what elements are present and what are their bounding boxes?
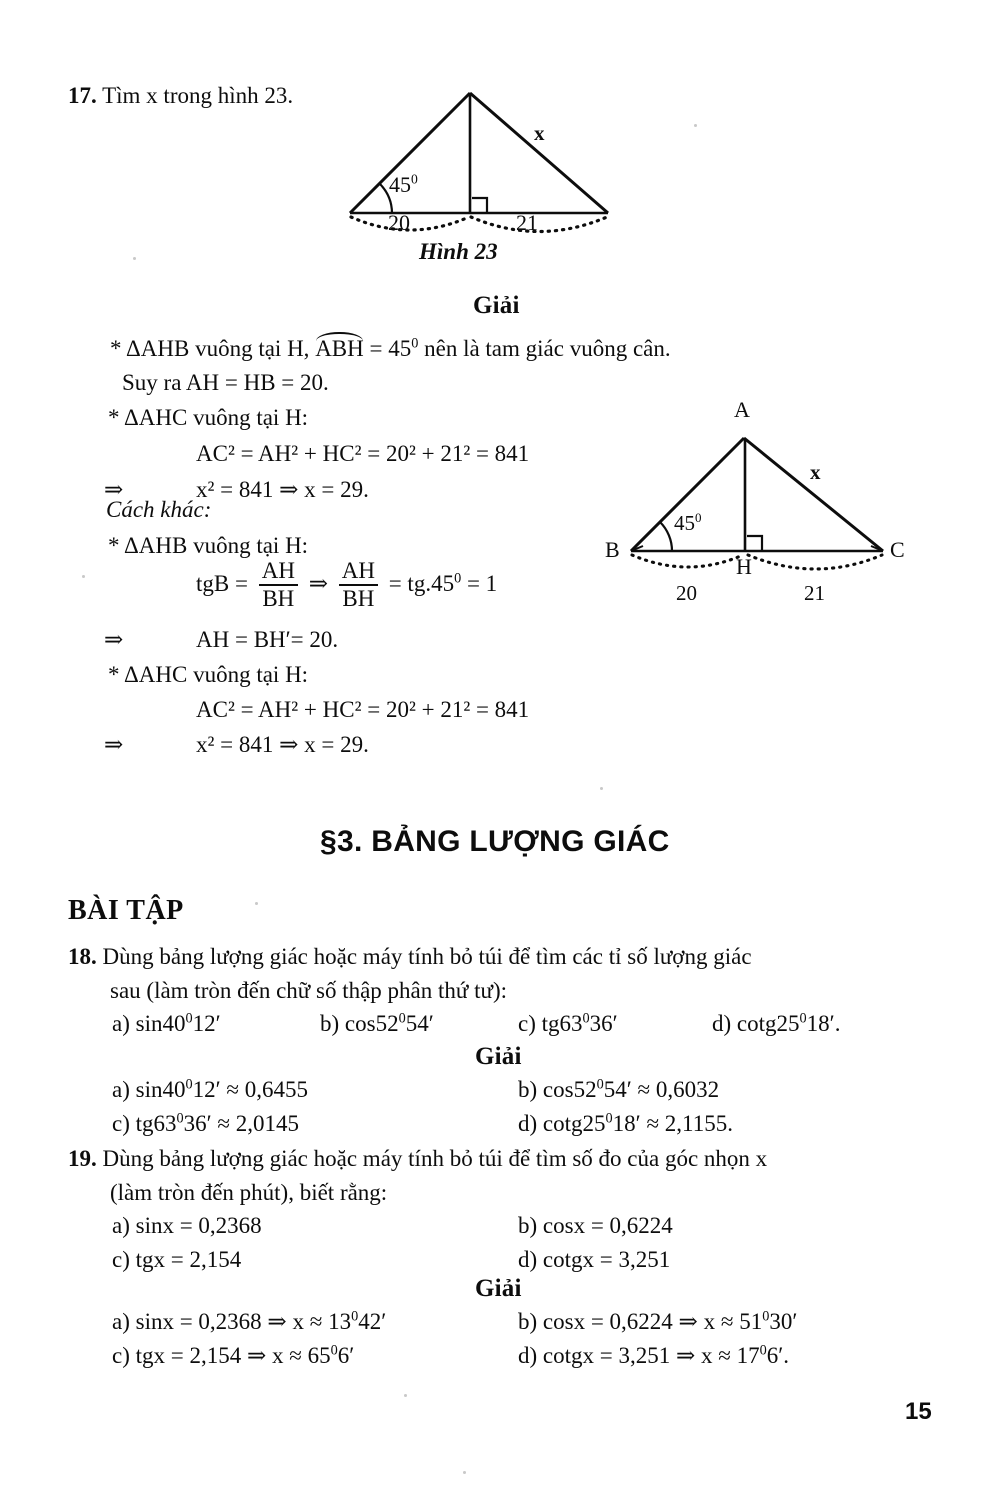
fraction-2-denominator: BH — [342, 585, 375, 611]
fraction-ah-bh-1 — [259, 559, 298, 611]
fraction-ah-bh-2 — [339, 559, 378, 611]
exercise-19-answer-c: c) tgx = 2,154 ⇒ $x \approx 65^06'$ — [112, 1342, 355, 1368]
exercise-18-answer-c: c) $tg63^036' \approx 2,0145$ — [112, 1110, 300, 1136]
figure2-vertex-c: C — [890, 537, 905, 562]
fraction-line-arrow: ⇒ — [308, 571, 328, 597]
exercise-19-answer-a: a) sinx = 0,2368 ⇒ $x \approx 13^042'$ — [112, 1308, 387, 1334]
exercise-18-answer-d: d) $\cot g25^018' \approx 2,1155$. — [518, 1110, 733, 1136]
figure2-angle-label: $45^0$ — [674, 510, 702, 535]
exercise-18-answer-a: a) $\sin 40^012' \approx 0,6455$ — [112, 1076, 308, 1102]
degree-sup-2: 0 — [454, 570, 462, 587]
scan-speck — [600, 787, 603, 790]
exercise-18-item-a: a) $\sin 40^012'$ — [112, 1010, 221, 1036]
figure-triangle-abc — [605, 397, 912, 605]
figure1-right-segment: 21 — [516, 210, 538, 235]
solution-heading-17: Giải — [473, 292, 520, 319]
exercise-18-prompt-text-1: Dùng bảng lượng giác hoặc máy tính bỏ túi để tìm các tỉ số lượng giác — [102, 944, 752, 969]
figure2-vertex-a: A — [734, 397, 750, 422]
solution-17-fraction-line — [196, 560, 497, 612]
exercise-19-prompt-text-1: Dùng bảng lượng giác hoặc máy tính bỏ túi để tìm số đo của góc nhọn x — [102, 1146, 768, 1171]
fraction-1-numerator: AH — [261, 558, 295, 583]
exercise-19-item-c: c) tgx = 2,154 — [112, 1247, 242, 1272]
fraction-1-denominator: BH — [262, 585, 295, 611]
figure1-angle-label: $45^0$ — [389, 171, 418, 197]
scan-speck — [404, 1394, 407, 1397]
scan-speck — [255, 902, 258, 905]
exercise-19-item-a: a) sinx = 0,2368 — [112, 1213, 262, 1238]
solution-17-line-7: * ΔAHB vuông tại H: — [108, 533, 309, 558]
exercise-19-number: 19. — [68, 1146, 97, 1171]
figure2-right-segment: 21 — [804, 581, 825, 605]
exercise-18-item-c: c) $tg63^036'$ — [518, 1010, 618, 1036]
exercise-19-answer-d: d) cotgx = 3,251 ⇒ $x \approx 17^06'$. — [518, 1342, 790, 1368]
fraction-2-numerator: AH — [341, 558, 375, 583]
scan-speck — [82, 575, 85, 578]
exercise-18-prompt-line-2: sau (làm tròn đến chữ số thập phân thứ tư): — [110, 978, 508, 1003]
arc-overline — [316, 332, 363, 341]
section-title: §3. BẢNG LƯỢNG GIÁC — [320, 825, 670, 858]
figure2-vertex-h: H — [736, 554, 752, 579]
exercise-19-item-b: b) cosx = 0,6224 — [518, 1213, 673, 1238]
solution-17-line-1c: = 45 — [369, 336, 412, 361]
figure1-caption: Hình 23 — [419, 239, 498, 264]
solution-17-line-5: x² = 841 ⇒ x = 29. — [196, 477, 369, 502]
exercise-17-prompt — [68, 84, 293, 108]
exercise-19-prompt-line-1 — [68, 1147, 767, 1171]
solution-17-line-12: x² = 841 ⇒ x = 29. — [196, 732, 369, 757]
exercise-17-number: 17. — [68, 83, 97, 108]
exercise-18-answer-b: b) $\cos 52^054' \approx 0,6032$ — [518, 1076, 720, 1102]
figure-hinh-23 — [336, 80, 626, 255]
exercise-18-number: 18. — [68, 944, 97, 969]
figure2-hypotenuse-label: x — [810, 460, 821, 484]
exercise-19-answer-b: b) cosx = 0,6224 ⇒ $x \approx 51^030'$ — [518, 1308, 798, 1334]
solution-heading-19: Giải — [475, 1275, 522, 1302]
solution-17-line-9-arrow: ⇒ — [104, 627, 124, 652]
exercise-19-item-d: d) cotgx = 3,251 — [518, 1247, 671, 1272]
figure2-vertex-b: B — [605, 537, 620, 562]
figure2-left-segment: 20 — [676, 581, 697, 605]
tg45-tail: = tg.45 — [388, 571, 455, 597]
solution-17-line-2: Suy ra AH = HB = 20. — [122, 370, 329, 395]
solution-17-line-4: AC² = AH² + HC² = 20² + 21² = 841 — [196, 441, 530, 466]
tgb-lead: tgB = — [196, 571, 248, 597]
exercise-18-prompt-line-1 — [68, 945, 752, 969]
solution-17-line-9: AH = BH′= 20. — [196, 627, 339, 652]
solution-17-line-12-arrow: ⇒ — [104, 732, 124, 757]
page-number: 15 — [905, 1398, 932, 1425]
solution-17-line-1d: nên là tam giác vuông cân. — [424, 336, 671, 361]
solution-17-line-10: * ΔAHC vuông tại H: — [108, 662, 309, 687]
figure1-left-segment: 20 — [388, 210, 410, 235]
scan-speck — [463, 1471, 466, 1474]
exercise-17-prompt-text: Tìm x trong hình 23. — [102, 83, 294, 108]
solution-heading-18: Giải — [475, 1043, 522, 1070]
scan-speck — [694, 124, 697, 127]
exercise-18-item-d: d) $\cot g25^018'$. — [712, 1010, 841, 1036]
angle-abh-notation — [315, 334, 364, 361]
angle-abh-text: ABH — [315, 336, 364, 361]
solution-17-line-5-arrow: ⇒ — [104, 477, 124, 502]
solution-17-line-11: AC² = AH² + HC² = 20² + 21² = 841 — [196, 697, 530, 722]
tg45-tail-2: = 1 — [466, 571, 498, 597]
solution-17-line-3: * ΔAHC vuông tại H: — [108, 405, 309, 430]
solution-17-line-1 — [110, 334, 671, 361]
figure1-hypotenuse-label: x — [534, 121, 545, 145]
baitap-heading: BÀI TẬP — [68, 895, 184, 926]
solution-17-cach-khac: Cách khác: — [106, 497, 212, 522]
scan-speck — [133, 257, 136, 260]
exercise-18-item-b: b) $\cos 52^054'$ — [320, 1010, 434, 1036]
solution-17-line-1a: * ΔAHB vuông tại H, — [110, 336, 310, 361]
degree-sup-1: 0 — [411, 335, 419, 352]
exercise-19-prompt-line-2: (làm tròn đến phút), biết rằng: — [110, 1180, 388, 1205]
